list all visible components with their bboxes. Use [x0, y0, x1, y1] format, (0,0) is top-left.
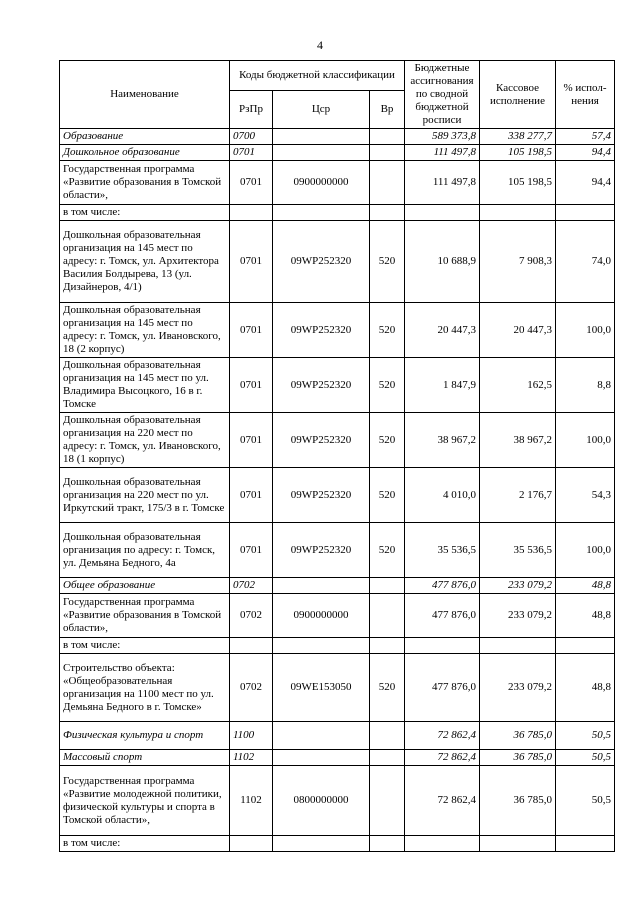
row-name: в том числе:	[60, 836, 230, 852]
row-percent: 48,8	[556, 654, 615, 722]
row-rzpr: 0701	[230, 145, 273, 161]
row-csr	[273, 722, 370, 750]
row-percent: 54,3	[556, 468, 615, 523]
row-csr	[273, 129, 370, 145]
header-rzpr: РзПр	[230, 91, 273, 129]
row-budget: 10 688,9	[405, 221, 480, 303]
row-rzpr: 0701	[230, 523, 273, 578]
table-row	[60, 303, 615, 358]
row-csr: 0900000000	[273, 161, 370, 205]
row-rzpr: 0701	[230, 413, 273, 468]
row-vr: 520	[370, 358, 405, 413]
row-name: Дошкольная образовательная организация на 145 мест по адресу: г. Томск, ул. Архитектора Василия Болдырева, 13 (ул. Дизайнеров, 4/1)	[60, 221, 230, 303]
row-cash: 2 176,7	[480, 468, 556, 523]
row-budget: 477 876,0	[405, 654, 480, 722]
row-csr: 09WE153050	[273, 654, 370, 722]
row-csr	[273, 145, 370, 161]
row-csr: 09WP252320	[273, 523, 370, 578]
row-rzpr: 0701	[230, 358, 273, 413]
row-name: в том числе:	[60, 638, 230, 654]
header-name: Наименование	[60, 61, 230, 129]
row-name: Дошкольная образовательная организация по адресу: г. Томск, ул. Демьяна Бедного, 4а	[60, 523, 230, 578]
table-row	[60, 578, 615, 594]
row-vr: 520	[370, 654, 405, 722]
row-vr	[370, 766, 405, 836]
row-csr: 09WP252320	[273, 468, 370, 523]
row-rzpr: 0702	[230, 578, 273, 594]
row-percent: 94,4	[556, 161, 615, 205]
row-csr: 09WP252320	[273, 303, 370, 358]
row-csr: 09WP252320	[273, 358, 370, 413]
row-cash: 36 785,0	[480, 766, 556, 836]
row-budget: 111 497,8	[405, 161, 480, 205]
row-vr	[370, 722, 405, 750]
row-vr	[370, 578, 405, 594]
row-budget: 1 847,9	[405, 358, 480, 413]
row-name: Государственная программа «Развитие образования в Томской области»,	[60, 161, 230, 205]
header-cash: Кассовое исполнение	[480, 61, 556, 129]
table-row	[60, 413, 615, 468]
row-vr	[370, 129, 405, 145]
row-percent: 50,5	[556, 722, 615, 750]
table-row	[60, 836, 615, 852]
row-budget: 589 373,8	[405, 129, 480, 145]
row-rzpr: 0701	[230, 303, 273, 358]
row-csr	[273, 750, 370, 766]
row-name: Государственная программа «Развитие молодежной политики, физической культуры и спорта в Томской области»,	[60, 766, 230, 836]
row-csr: 09WP252320	[273, 221, 370, 303]
row-cash: 7 908,3	[480, 221, 556, 303]
table-row	[60, 221, 615, 303]
row-name: Дошкольная образовательная организация на 145 мест по адресу: г. Томск, ул. Ивановского, 18 (2 корпус)	[60, 303, 230, 358]
row-budget: 35 536,5	[405, 523, 480, 578]
header-csr: Цср	[273, 91, 370, 129]
row-percent: 74,0	[556, 221, 615, 303]
row-vr	[370, 750, 405, 766]
row-cash: 233 079,2	[480, 578, 556, 594]
row-rzpr: 1100	[230, 722, 273, 750]
row-vr: 520	[370, 523, 405, 578]
row-percent: 48,8	[556, 578, 615, 594]
row-name: Дошкольное образование	[60, 145, 230, 161]
row-budget: 72 862,4	[405, 766, 480, 836]
row-budget: 477 876,0	[405, 578, 480, 594]
table-row	[60, 145, 615, 161]
row-percent: 50,5	[556, 766, 615, 836]
row-vr	[370, 594, 405, 638]
row-name: Дошкольная образовательная организация на 220 мест по ул. Иркутский тракт, 175/3 в г. Томске	[60, 468, 230, 523]
row-cash: 36 785,0	[480, 722, 556, 750]
table-row	[60, 594, 615, 638]
row-cash: 105 198,5	[480, 145, 556, 161]
row-budget: 477 876,0	[405, 594, 480, 638]
table-row	[60, 722, 615, 750]
table-row	[60, 750, 615, 766]
row-name: Строительство объекта: «Общеобразовательная организация на 1100 мест по ул. Демьяна Бедного в г. Томске»	[60, 654, 230, 722]
row-percent: 50,5	[556, 750, 615, 766]
row-vr: 520	[370, 303, 405, 358]
row-budget: 72 862,4	[405, 722, 480, 750]
row-vr: 520	[370, 413, 405, 468]
row-cash: 105 198,5	[480, 161, 556, 205]
row-rzpr: 0701	[230, 468, 273, 523]
header-vr: Вр	[370, 91, 405, 129]
table-row	[60, 654, 615, 722]
table-row	[60, 638, 615, 654]
row-budget: 72 862,4	[405, 750, 480, 766]
row-cash: 233 079,2	[480, 594, 556, 638]
row-cash: 233 079,2	[480, 654, 556, 722]
page-number: 4	[317, 38, 323, 52]
row-name: Физическая культура и спорт	[60, 722, 230, 750]
row-rzpr: 0700	[230, 129, 273, 145]
row-vr	[370, 161, 405, 205]
row-percent: 100,0	[556, 523, 615, 578]
row-cash: 36 785,0	[480, 750, 556, 766]
row-cash: 38 967,2	[480, 413, 556, 468]
row-name: Дошкольная образовательная организация на 220 мест по адресу: г. Томск, ул. Ивановского, 18 (1 корпус)	[60, 413, 230, 468]
row-vr: 520	[370, 468, 405, 523]
row-percent: 8,8	[556, 358, 615, 413]
row-percent: 100,0	[556, 413, 615, 468]
row-cash: 20 447,3	[480, 303, 556, 358]
row-rzpr: 0701	[230, 221, 273, 303]
row-rzpr: 1102	[230, 766, 273, 836]
row-name: Образование	[60, 129, 230, 145]
row-cash: 338 277,7	[480, 129, 556, 145]
table-row	[60, 358, 615, 413]
table-row	[60, 161, 615, 205]
row-csr: 09WP252320	[273, 413, 370, 468]
table-row	[60, 205, 615, 221]
row-name: Общее образование	[60, 578, 230, 594]
row-cash: 162,5	[480, 358, 556, 413]
row-percent: 48,8	[556, 594, 615, 638]
table-row	[60, 523, 615, 578]
row-rzpr: 1102	[230, 750, 273, 766]
row-budget: 38 967,2	[405, 413, 480, 468]
row-budget: 20 447,3	[405, 303, 480, 358]
table-row	[60, 766, 615, 836]
row-csr: 0900000000	[273, 594, 370, 638]
row-rzpr: 0701	[230, 161, 273, 205]
row-vr: 520	[370, 221, 405, 303]
row-vr	[370, 145, 405, 161]
table-row	[60, 468, 615, 523]
row-percent: 57,4	[556, 129, 615, 145]
row-cash: 35 536,5	[480, 523, 556, 578]
row-rzpr: 0702	[230, 594, 273, 638]
budget-table	[59, 60, 615, 852]
row-csr	[273, 578, 370, 594]
row-budget: 4 010,0	[405, 468, 480, 523]
row-name: Дошкольная образовательная организация на 145 мест по ул. Владимира Высоцкого, 16 в г. Томске	[60, 358, 230, 413]
row-budget: 111 497,8	[405, 145, 480, 161]
row-name: в том числе:	[60, 205, 230, 221]
row-csr: 0800000000	[273, 766, 370, 836]
row-percent: 94,4	[556, 145, 615, 161]
row-rzpr: 0702	[230, 654, 273, 722]
row-name: Государственная программа «Развитие образования в Томской области»,	[60, 594, 230, 638]
header-codes: Коды бюджетной классификации	[230, 61, 405, 91]
row-percent: 100,0	[556, 303, 615, 358]
table-row	[60, 129, 615, 145]
header-budget: Бюджетные ассигнования по сводной бюджетной росписи	[405, 61, 480, 129]
row-name: Массовый спорт	[60, 750, 230, 766]
header-percent: % испол-нения	[556, 61, 615, 129]
